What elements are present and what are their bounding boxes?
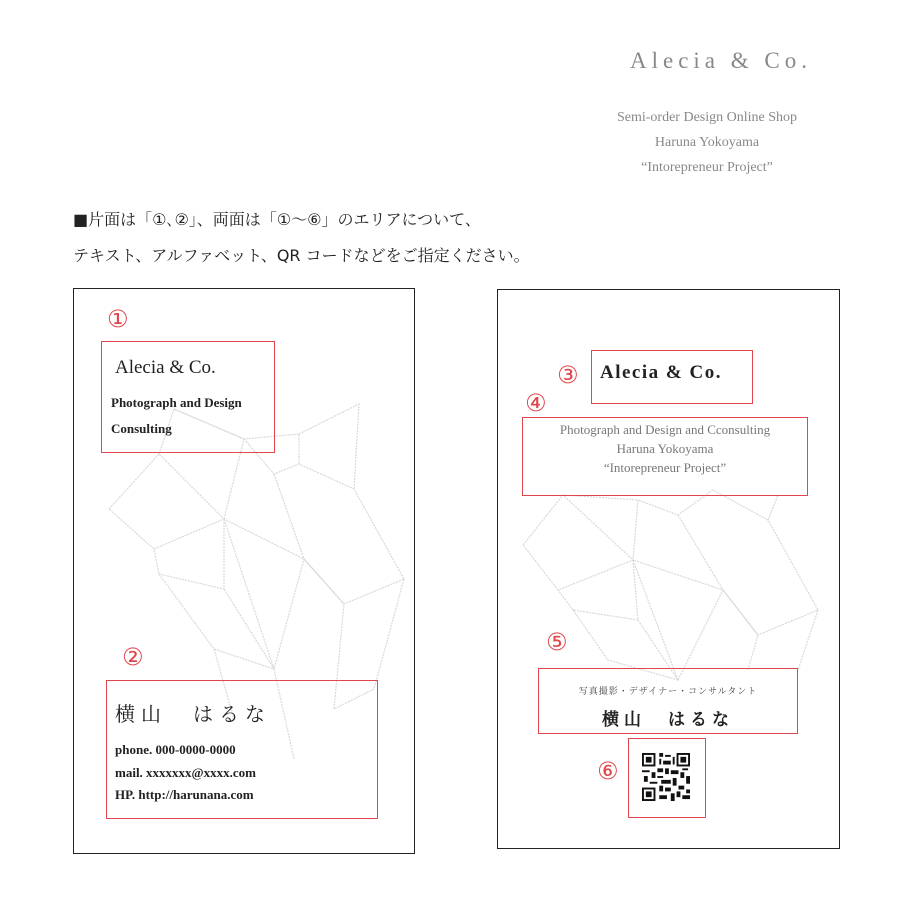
back-name: 横山 はるな (602, 710, 734, 730)
front-brand: Alecia & Co. (115, 357, 216, 378)
back-brand: Alecia & Co. (600, 362, 722, 383)
area-box-3 (591, 350, 753, 404)
area-marker-1: ① (107, 305, 129, 333)
back-line-3: “Intorepreneur Project” (603, 460, 727, 475)
area-box-4 (522, 417, 808, 496)
back-line-2: Haruna Yokoyama (616, 441, 714, 456)
front-name: 横山 はるな (115, 702, 271, 726)
area-marker-6: ⑥ (597, 757, 619, 785)
back-line-1: Photograph and Design and Cconsulting (559, 422, 771, 437)
qr-code-icon (642, 751, 690, 803)
area-marker-5: ⑤ (546, 628, 568, 656)
back-role: 写真撮影・デザイナー・コンサルタント (578, 687, 758, 697)
area-marker-3: ③ (557, 361, 579, 389)
front-mail: mail. xxxxxxx@xxxx.com (115, 765, 256, 780)
tagline-name: Haruna Yokoyama (654, 135, 760, 150)
brand-title: Alecia & Co. (630, 48, 812, 73)
front-desc-2: Consulting (111, 421, 172, 436)
instruction-line-1: ■片面は「①､②」、両面は「①〜⑥」のエリアについて、 (73, 210, 481, 229)
area-marker-2: ② (122, 643, 144, 671)
area-box-2 (106, 680, 378, 819)
front-hp: HP. http://harunana.com (115, 787, 254, 802)
area-box-1 (101, 341, 275, 453)
front-phone: phone. 000-0000-0000 (115, 742, 236, 757)
front-desc-1: Photograph and Design (111, 395, 242, 410)
tagline-shop: Semi-order Design Online Shop (616, 110, 798, 125)
area-box-6 (628, 738, 706, 818)
tagline-project: “Intorepreneur Project” (641, 160, 773, 175)
area-marker-4: ④ (525, 389, 547, 417)
instruction-line-2: テキスト、アルファベット、QR コードなどをご指定ください。 (73, 246, 530, 265)
area-box-5 (538, 668, 798, 734)
